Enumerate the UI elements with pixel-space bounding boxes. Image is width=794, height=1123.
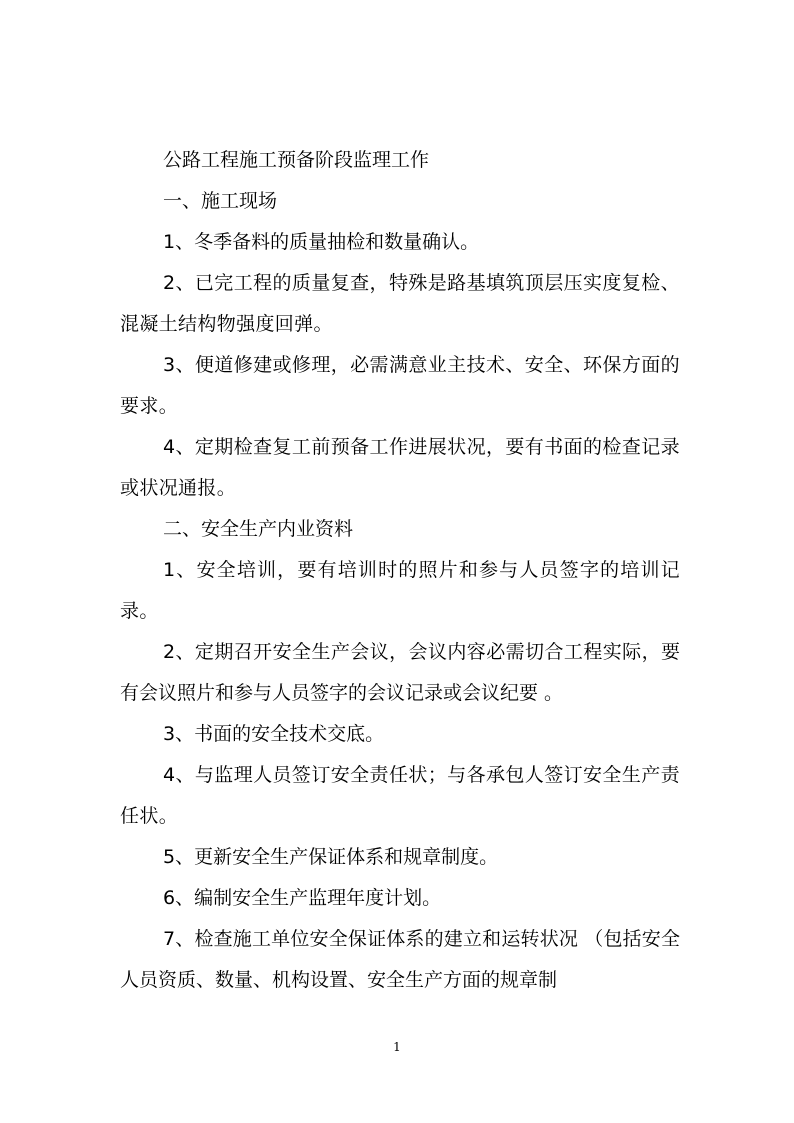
page-number: 1 xyxy=(393,1040,401,1054)
paragraph-item: 4、定期检查复工前预备工作进展状况，要有书面的检查记录或状况通报。 xyxy=(120,436,680,499)
paragraph-item: 5、更新安全生产保证体系和规章制度。 xyxy=(163,846,499,868)
document-body xyxy=(120,140,680,1001)
paragraph-item: 2、定期召开安全生产会议，会议内容必需切合工程实际，要有会议照片和参与人员签字的会议记录或会议纪要 。 xyxy=(120,641,680,704)
paragraph-item: 4、与监理人员签订安全责任状；与各承包人签订安全生产责任状。 xyxy=(120,764,680,827)
section-heading-site: 一、施工现场 xyxy=(163,190,278,212)
paragraph-item: 3、书面的安全技术交底。 xyxy=(163,723,385,745)
paragraph-item: 6、编制安全生产监理年度计划。 xyxy=(163,887,442,909)
paragraph-item: 2、已完工程的质量复查，特殊是路基填筑顶层压实度复检、混凝土结构物强度回弹。 xyxy=(120,272,680,335)
paragraph-item: 1、安全培训，要有培训时的照片和参与人员签字的培训记录。 xyxy=(120,559,680,622)
paragraph-item: 3、便道修建或修理，必需满意业主技术、安全、环保方面的要求。 xyxy=(120,354,680,417)
document-title: 公路工程施工预备阶段监理工作 xyxy=(163,149,430,171)
section-heading-safety: 二、安全生产内业资料 xyxy=(163,518,354,540)
paragraph-item: 7、检查施工单位安全保证体系的建立和运转状况 （包括安全人员资质、数量、机构设置、安全生产方面的规章制 xyxy=(120,928,680,991)
paragraph-item: 1、冬季备料的质量抽检和数量确认。 xyxy=(163,231,480,253)
